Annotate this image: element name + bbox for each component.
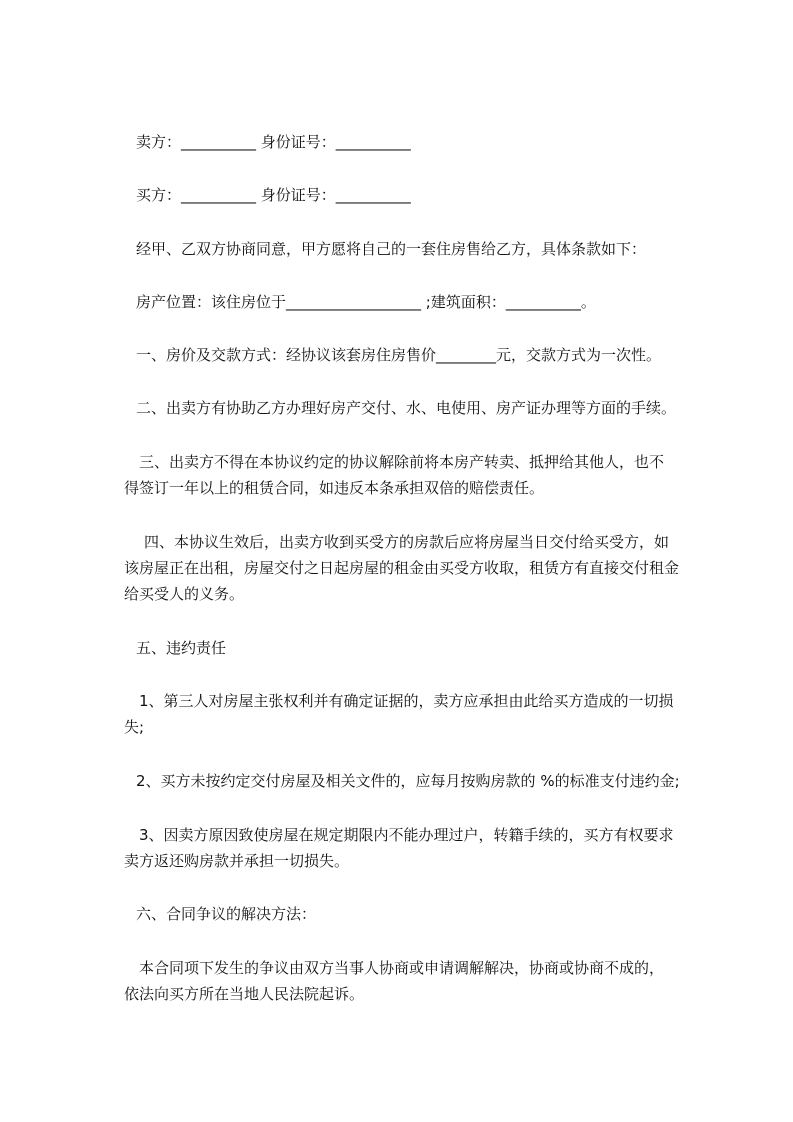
- clause-6-heading: 六、合同争议的解决方法：: [136, 905, 317, 923]
- clause-5-item-1-line-2: 失;: [124, 718, 145, 736]
- seller-line: 卖方：__________ 身份证号：__________: [136, 133, 411, 151]
- clause-5-item-1-line-1: 1、第三人对房屋主张权利并有确定证据的，卖方应承担由此给买方造成的一切损: [139, 692, 674, 710]
- clause-3-line-2: 得签订一年以上的租赁合同，如违反本条承担双倍的赔偿责任。: [124, 479, 545, 497]
- property-location: 房产位置：该住房位于__________________ ;建筑面积：__________。: [136, 293, 596, 311]
- clause-4-line-2: 该房屋正在出租，房屋交付之日起房屋的租金由买受方收取，租赁方有直接交付租金: [124, 559, 680, 577]
- clause-3-line-1: 三、出卖方不得在本协议约定的协议解除前将本房产转卖、抵押给其他人，也不: [139, 453, 665, 471]
- clause-5-item-3-line-1: 3、因卖方原因致使房屋在规定期限内不能办理过户，转籍手续的，买方有权要求: [139, 826, 674, 844]
- clause-2: 二、出卖方有协助乙方办理好房产交付、水、电使用、房产证办理等方面的手续。: [136, 399, 677, 417]
- clause-1: 一、房价及交款方式：经协议该套房住房售价________元，交款方式为一次性。: [136, 346, 662, 364]
- clause-5-heading: 五、违约责任: [136, 639, 227, 657]
- clause-4-line-3: 给买受人的义务。: [124, 585, 245, 603]
- buyer-line: 买方：__________ 身份证号：__________: [136, 186, 411, 204]
- clause-6-body-line-1: 本合同项下发生的争议由双方当事人协商或申请调解解决，协商或协商不成的，: [139, 959, 665, 977]
- clause-5-item-2: 2、买方未按约定交付房屋及相关文件的，应每月按购房款的 %的标准支付违约金;: [136, 772, 680, 790]
- intro-paragraph: 经甲、乙双方协商同意，甲方愿将自己的一套住房售给乙方，具体条款如下：: [136, 240, 647, 258]
- clause-6-body-line-2: 依法向买方所在当地人民法院起诉。: [124, 985, 365, 1003]
- clause-5-item-3-line-2: 卖方返还购房款并承担一切损失。: [124, 852, 350, 870]
- clause-4-line-1: 四、本协议生效后，出卖方收到买受方的房款后应将房屋当日交付给买受方，如: [144, 533, 670, 551]
